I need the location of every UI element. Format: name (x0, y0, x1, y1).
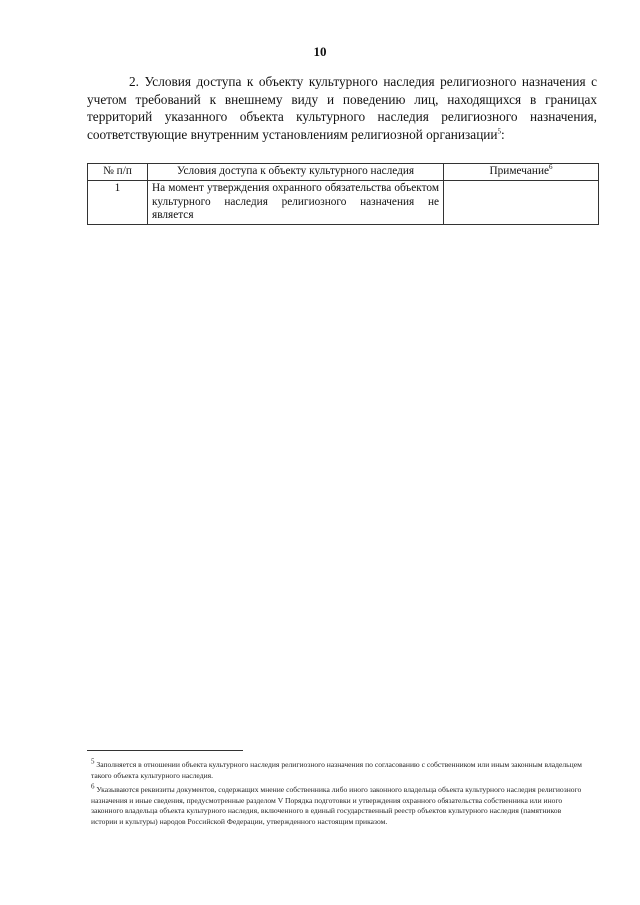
footnote-mark: 5 (91, 757, 95, 766)
footnote-ref-5: 5 (497, 127, 502, 136)
table-header-row (88, 164, 599, 181)
footnote-separator (87, 750, 243, 751)
access-conditions-table (87, 163, 599, 225)
footnote-5 (91, 757, 587, 781)
paragraph-tail: : (501, 126, 505, 142)
footnote-mark: 6 (91, 782, 95, 791)
page-number: 10 (313, 44, 327, 59)
footnote-6 (91, 782, 587, 827)
row-conditions: На момент утверждения охранного обязательства объектом культурного наследия религиозного назначения не является (148, 181, 444, 225)
footnote-text: Заполняется в отношении объекта культурного наследия религиозного назначения по согласованию с собственником или иным законным владельцем такого объекта культурного наследия. (91, 760, 582, 780)
header-number: № п/п (88, 164, 148, 181)
footnote-ref-6: 6 (549, 163, 553, 172)
section-paragraph (87, 73, 597, 143)
paragraph-text: 2. Условия доступа к объекту культурного наследия религиозного назначения с учетом требований к внешнему виду и поведению лиц, находящихся в границах территорий указанного объекта культурного наследия религиозного назначения, соответствующие внутренним установлениям религиозной организации (87, 74, 597, 142)
footnote-text: Указываются реквизиты документов, содержащих мнение собственника либо иного законного владельца объекта культурного наследия религиозного назначения и иные сведения, предусмотренные разделом V Порядка подготовки и утверждения охранного обязательства собственника или иного законного владельца объекта культурного наследия, включенного в единый государственный реестр объектов культурного наследия (памятников истории и культуры) народов Российской Федерации, утвержденного настоящим приказом. (91, 785, 582, 826)
row-note (444, 181, 599, 225)
row-number: 1 (88, 181, 148, 225)
header-note-label: Примечание (489, 165, 550, 177)
table-row (88, 181, 599, 225)
header-note (444, 164, 599, 181)
header-conditions: Условия доступа к объекту культурного наследия (148, 164, 444, 181)
